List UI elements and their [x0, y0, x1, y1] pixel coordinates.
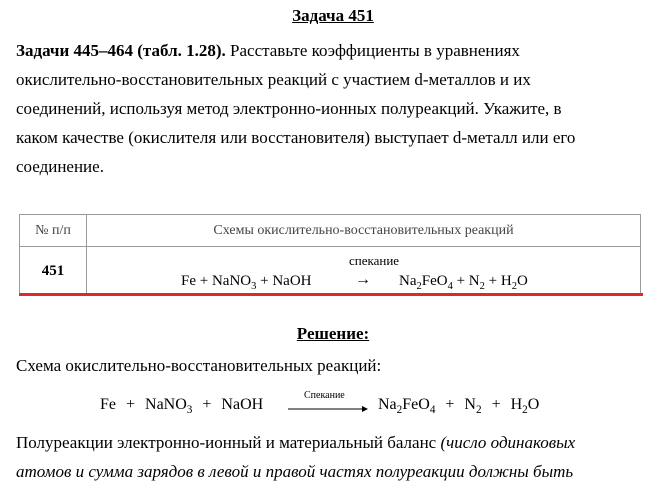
statement-line-5: соединение.: [16, 157, 104, 176]
reaction-reagents: [181, 273, 312, 290]
reagent-part: Fe + NaNO: [181, 273, 252, 289]
equation-subscript: 3: [186, 404, 193, 416]
equation-arrow-icon: [288, 405, 368, 413]
equation-part: O: [527, 396, 540, 413]
statement-line-4: каком качестве (окислителя или восстановителя) выступает d-металл или его: [16, 128, 576, 147]
task-number-cell: 451: [20, 247, 87, 296]
task-lead: Задачи 445–464 (табл. 1.28).: [16, 41, 226, 60]
equation-part: FeO: [402, 396, 430, 413]
product-subscript: 2: [479, 281, 485, 292]
solution-title: Решение:: [296, 324, 370, 343]
product-subscript: 2: [416, 281, 422, 292]
equation-reagents: [100, 396, 263, 414]
table-row: [20, 247, 641, 296]
equation-products: [378, 396, 539, 414]
column-header-number: № п/п: [20, 215, 87, 247]
equation-part: + H: [481, 396, 523, 413]
product-part: O: [516, 273, 528, 289]
task-title: Задача 451: [292, 6, 374, 25]
product-part: Na: [399, 273, 417, 289]
equation-part: Na: [378, 396, 397, 413]
equation-part: + NaOH: [192, 396, 264, 413]
bottom-line-2-italic: атомов и сумма зарядов в левой и правой частях полуреакции должны быть: [16, 462, 574, 481]
equation-part: + N: [435, 396, 476, 413]
statement-line-2: окислительно-восстановительных реакций с участием d-металлов и их: [16, 70, 531, 89]
equation-subscript: 2: [396, 404, 403, 416]
reactions-table: [19, 214, 641, 296]
table-header-row: [20, 215, 641, 247]
solution-equation: [100, 390, 620, 420]
equation-subscript: 4: [429, 404, 436, 416]
product-part: FeO: [421, 273, 448, 289]
reaction-arrow: →: [355, 271, 371, 288]
solution-intro-text: Схема окислительно-восстановительных реакций:: [16, 356, 382, 375]
red-underline-divider: [19, 293, 643, 296]
statement-line-3: соединений, используя метод электронно-ионных полуреакций. Укажите, в: [16, 99, 562, 118]
reagent-part: + NaOH: [256, 273, 312, 289]
column-header-scheme: Схемы окислительно-восстановительных реакций: [87, 215, 641, 247]
product-part: + N: [452, 273, 480, 289]
reaction-scheme-cell: [87, 247, 641, 296]
product-part: + H: [484, 273, 512, 289]
reaction-condition: спекание: [349, 253, 400, 268]
bottom-line-1-text: Полуреакции электронно-ионный и материальный баланс: [16, 433, 441, 452]
equation-subscript: 2: [475, 404, 482, 416]
bottom-line-1-italic: (число одинаковых: [440, 433, 576, 452]
equation-subscript: 2: [522, 404, 528, 416]
reaction-products: [399, 273, 528, 290]
product-subscript: 4: [447, 281, 453, 292]
equation-condition: Спекание: [304, 390, 345, 401]
reagent-subscript: 3: [251, 281, 257, 292]
reaction-scheme: [87, 247, 640, 295]
task-statement: [16, 36, 648, 181]
statement-line-1: Расставьте коэффициенты в уравнениях: [225, 41, 520, 60]
product-subscript: 2: [511, 281, 517, 292]
equation-part: Fe + NaNO: [100, 396, 187, 413]
half-reactions-paragraph: [16, 428, 656, 486]
